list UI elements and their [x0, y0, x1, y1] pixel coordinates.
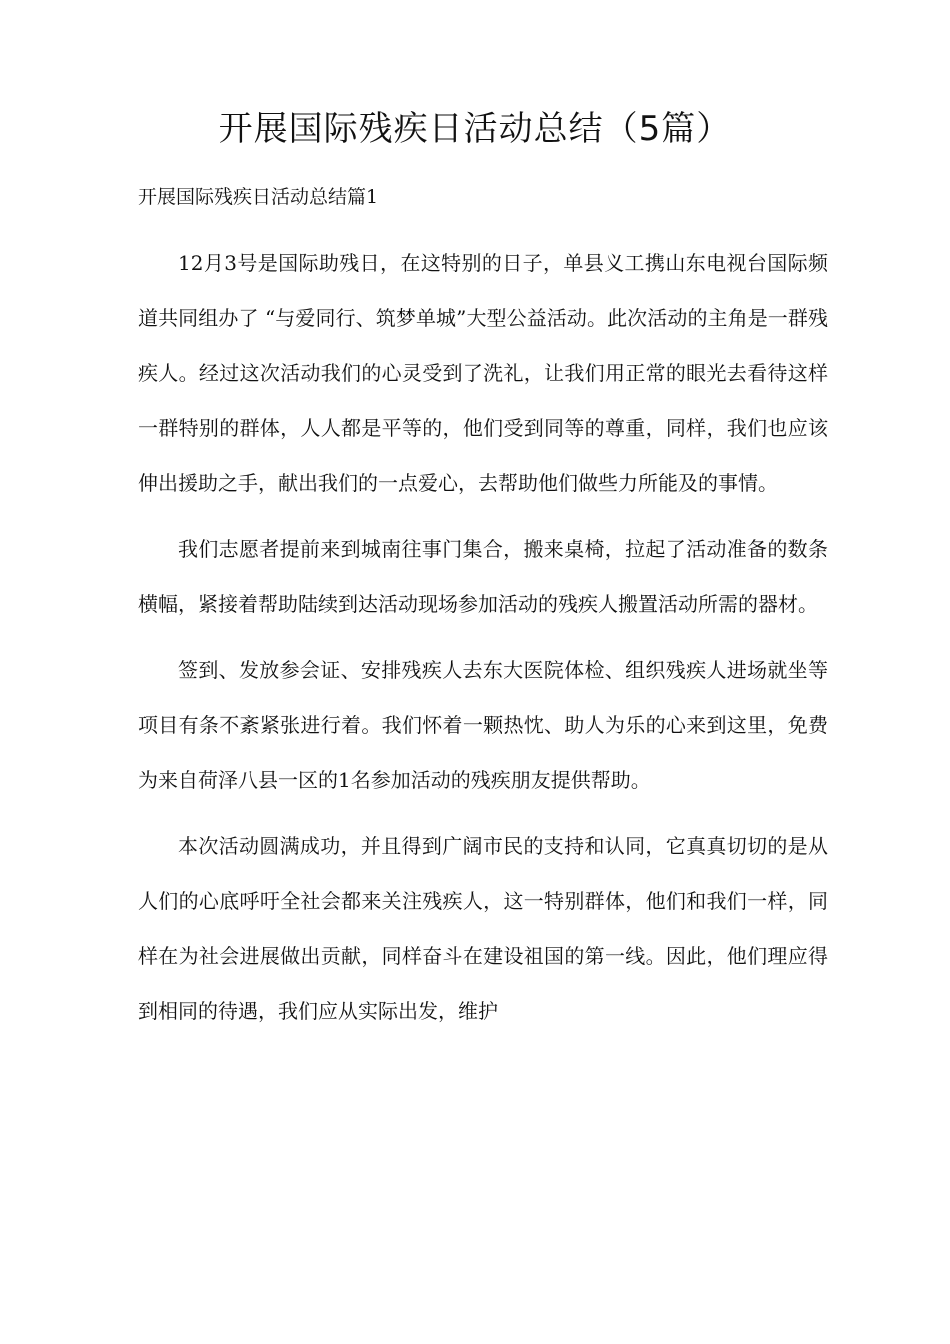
paragraph-4: 本次活动圆满成功，并且得到广阔市民的支持和认同，它真真切切的是从人们的心底呼吁全社会都来关注残疾人，这一特别群体，他们和我们一样，同样在为社会进展做出贡献，同样奋斗在建设祖国的第一线。因此，他们理应得到相同的待遇，我们应从实际出发，维护	[138, 834, 828, 1023]
document-title: 开展国际残疾日活动总结（5篇）	[218, 109, 732, 149]
body-text	[138, 236, 828, 1050]
paragraph-2: 我们志愿者提前来到城南往事门集合，搬来桌椅，拉起了活动准备的数条横幅，紧接着帮助陆续到达活动现场参加活动的残疾人搬置活动所需的器材。	[138, 537, 828, 616]
paragraph-3: 签到、发放参会证、安排残疾人去东大医院体检、组织残疾人进场就坐等项目有条不紊紧张进行着。我们怀着一颗热忱、助人为乐的心来到这里，免费为来自荷泽八县一区的1名参加活动的残疾朋友提供帮助。	[138, 658, 828, 792]
paragraph-1: 12月3号是国际助残日，在这特别的日子，单县义工携山东电视台国际频道共同组办了 “与爱同行、筑梦单城”大型公益活动。此次活动的主角是一群残疾人。经过这次活动我们的心灵受到了洗礼，让我们用正常的眼光去看待这样一群特别的群体，人人都是平等的，他们受到同等的尊重，同样，我们也应该伸出援助之手，献出我们的一点爱心，去帮助他们做些力所能及的事情。	[138, 251, 828, 495]
section-heading: 开展国际残疾日活动总结篇1	[138, 186, 379, 208]
